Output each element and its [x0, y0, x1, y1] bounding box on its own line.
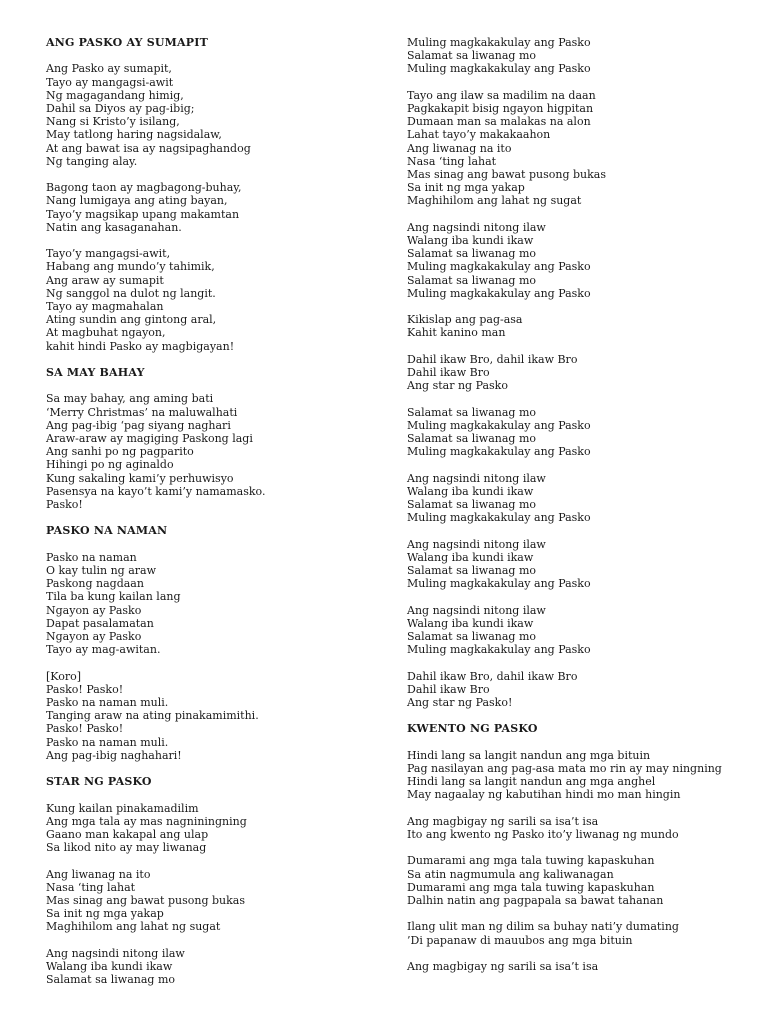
- lyric-line: Ngayon ay Pasko: [46, 630, 142, 644]
- lyric-line: Ang pag-ibig naghahari!: [46, 748, 182, 762]
- lyric-line: Tayo’y mangagsi-awit,: [46, 247, 171, 261]
- lyric-line: Muling magkakakulay ang Pasko: [407, 286, 591, 300]
- lyric-line: Habang ang mundo’y tahimik,: [46, 260, 215, 274]
- lyric-line: Tayo ang ilaw sa madilim na daan: [407, 88, 596, 102]
- lyric-line: Salamat sa liwanag mo: [407, 49, 537, 63]
- stanza: [407, 920, 727, 946]
- lyric-line: Mas sinag ang bawat pusong bukas: [407, 168, 606, 182]
- lyric-line: Ang nagsindi nitong ilaw: [46, 946, 185, 960]
- lyric-line: Ang liwanag na ito: [407, 141, 512, 155]
- lyric-line: Muling magkakakulay ang Pasko: [407, 577, 591, 591]
- lyric-line: Ang star ng Pasko: [407, 379, 508, 393]
- lyric-line: Pasko na naman: [46, 550, 137, 564]
- lyric-line: Pasko na naman muli.: [46, 696, 169, 710]
- lyric-line: Pag nasilayan ang pag-asa mata mo rin ay may ningning: [407, 762, 722, 775]
- lyric-line: Walang iba kundi ikaw: [407, 616, 534, 630]
- stanza: [46, 802, 376, 855]
- lyric-line: Hihingi po ng aginaldo: [46, 458, 174, 472]
- lyric-line: Sa may bahay, ang aming bati: [46, 392, 214, 406]
- lyric-line: Salamat sa liwanag mo: [407, 564, 537, 578]
- song-sa-may-bahay: [46, 366, 376, 511]
- lyric-line: Muling magkakakulay ang Pasko: [407, 62, 591, 76]
- lyric-line: At ang bawat isa ay nagsipaghandog: [46, 141, 251, 155]
- lyric-line: Kung sakaling kami’y perhuwisyo: [46, 471, 234, 485]
- lyric-line: Paskong nagdaan: [46, 577, 144, 591]
- lyric-line: Salamat sa liwanag mo: [407, 498, 537, 512]
- lyric-line: Ang star ng Pasko!: [407, 696, 513, 710]
- lyric-line: Ng magagandang himig,: [46, 88, 184, 102]
- lyric-line: Dumaan man sa malakas na alon: [407, 115, 591, 129]
- lyric-line: ’Di papanaw di mauubos ang mga bituin: [407, 933, 633, 947]
- lyric-line: Ang nagsindi nitong ilaw: [407, 220, 546, 234]
- stanza: [407, 89, 727, 208]
- lyric-line: Dahil ikaw Bro: [407, 682, 490, 696]
- song-star-ng-pasko: [46, 775, 376, 986]
- lyric-line: Salamat sa liwanag mo: [407, 432, 537, 446]
- song-title: ANG PASKO AY SUMAPIT: [46, 36, 208, 49]
- lyric-line: Ang liwanag na ito: [46, 867, 151, 881]
- song-kwento-ng-pasko: [407, 722, 727, 973]
- lyric-line: Pagkakapit bisig ngayon higpitan: [407, 102, 594, 115]
- lyric-line: Sa init ng mga yakap: [46, 907, 164, 921]
- lyric-line: Ang nagsindi nitong ilaw: [407, 603, 546, 617]
- stanza: [407, 472, 727, 525]
- lyric-line: Tanging araw na ating pinakamimithi.: [46, 709, 259, 723]
- lyric-line: Salamat sa liwanag mo: [407, 273, 537, 287]
- lyric-line: kahit hindi Pasko ay magbigayan!: [46, 339, 235, 353]
- lyric-line: Pasko! Pasko!: [46, 722, 124, 736]
- lyric-line: [Koro]: [46, 669, 82, 683]
- lyric-line: Kahit kanino man: [407, 326, 506, 340]
- stanza: [46, 670, 376, 762]
- lyric-line: Ng sanggol na dulot ng langit.: [46, 286, 216, 300]
- stanza: [407, 960, 727, 973]
- lyric-line: Dumarami ang mga tala tuwing kapaskuhan: [407, 854, 655, 868]
- lyric-line: Ito ang kwento ng Pasko ito’y liwanag ng mundo: [407, 828, 679, 841]
- lyric-line: Araw-araw ay magiging Paskong lagi: [46, 432, 253, 446]
- lyric-line: Lahat tayo’y makakaahon: [407, 128, 551, 142]
- song-title: PASKO NA NAMAN: [46, 524, 168, 538]
- lyric-line: Walang iba kundi ikaw: [407, 234, 534, 248]
- lyric-line: Dahil ikaw Bro, dahil ikaw Bro: [407, 669, 578, 683]
- lyric-line: Ating sundin ang gintong aral,: [46, 313, 217, 327]
- lyric-line: ‘Merry Christmas’ na maluwalhati: [46, 405, 238, 419]
- lyric-line: Ang nagsindi nitong ilaw: [407, 537, 546, 551]
- lyric-line: Pasko! Pasko!: [46, 682, 124, 696]
- lyric-line: Maghihilom ang lahat ng sugat: [407, 194, 582, 208]
- lyric-line: Mas sinag ang bawat pusong bukas: [46, 894, 245, 908]
- song-ang-pasko-ay-sumapit: [46, 36, 376, 353]
- lyric-line: Hindi lang sa langit nandun ang mga bituin: [407, 748, 651, 762]
- lyric-line: Salamat sa liwanag mo: [407, 247, 537, 261]
- lyric-line: Tila ba kung kailan lang: [46, 590, 181, 604]
- stanza: [407, 854, 727, 907]
- stanza: [407, 815, 727, 841]
- lyric-line: Muling magkakakulay ang Pasko: [407, 36, 591, 49]
- lyric-line: Maghihilom ang lahat ng sugat: [46, 920, 221, 934]
- stanza: [46, 868, 376, 934]
- lyric-line: Tayo ay mangagsi-awit: [46, 75, 174, 89]
- stanza: [407, 670, 727, 710]
- stanza: [46, 392, 376, 511]
- right-column: [407, 36, 727, 986]
- lyric-line: Salamat sa liwanag mo: [46, 973, 176, 987]
- lyric-line: Ang Pasko ay sumapit,: [46, 62, 172, 76]
- lyric-line: Muling magkakakulay ang Pasko: [407, 445, 591, 459]
- song-pasko-na-naman: [46, 524, 376, 762]
- lyric-line: Tayo’y magsikap upang makamtan: [46, 207, 240, 221]
- lyric-line: Ang pag-ibig ‘pag siyang naghari: [46, 418, 231, 432]
- lyric-line: Nasa ‘ting lahat: [46, 880, 136, 894]
- left-column: [46, 36, 376, 1000]
- lyric-line: Walang iba kundi ikaw: [46, 960, 173, 974]
- lyric-line: Natin ang kasaganahan.: [46, 220, 182, 234]
- lyric-line: Walang iba kundi ikaw: [407, 484, 534, 498]
- lyric-line: Tayo ay magmahalan: [46, 300, 164, 314]
- lyric-line: Ang araw ay sumapit: [46, 273, 164, 287]
- lyric-line: Pasko na naman muli.: [46, 735, 169, 749]
- lyric-line: Hindi lang sa langit nandun ang mga anghel: [407, 775, 656, 789]
- stanza: [46, 551, 376, 657]
- lyric-line: Kikislap ang pag-asa: [407, 313, 523, 327]
- lyric-line: Pasensya na kayo’t kami’y namamasko.: [46, 484, 266, 498]
- stanza: [46, 181, 376, 234]
- lyric-line: Walang iba kundi ikaw: [407, 550, 534, 564]
- lyric-line: Ang nagsindi nitong ilaw: [407, 471, 546, 485]
- stanza: [407, 406, 727, 459]
- lyric-line: Bagong taon ay magbagong-buhay,: [46, 181, 242, 195]
- lyric-line: Tayo ay mag-awitan.: [46, 643, 161, 657]
- stanza: [407, 749, 727, 802]
- lyric-line: Muling magkakakulay ang Pasko: [407, 511, 591, 525]
- lyric-line: Ang magbigay ng sarili sa isa’t isa: [407, 814, 599, 828]
- lyric-line: Dapat pasalamatan: [46, 616, 154, 630]
- lyric-line: O kay tulin ng araw: [46, 564, 156, 578]
- lyric-line: Dahil ikaw Bro: [407, 366, 490, 380]
- lyric-line: Ang mga tala ay mas nagniningning: [46, 814, 247, 828]
- lyric-line: Salamat sa liwanag mo: [407, 405, 537, 419]
- lyric-line: Nang lumigaya ang ating bayan,: [46, 194, 228, 208]
- lyric-line: Salamat sa liwanag mo: [407, 630, 537, 644]
- lyric-line: Sa likod nito ay may liwanag: [46, 841, 207, 855]
- lyric-line: Ilang ulit man ng dilim sa buhay nati’y dumating: [407, 920, 679, 934]
- song-continuation: [407, 36, 727, 709]
- song-title: SA MAY BAHAY: [46, 366, 145, 380]
- lyric-line: Gaano man kakapal ang ulap: [46, 828, 209, 842]
- stanza: [407, 313, 727, 339]
- stanza: [46, 62, 376, 168]
- lyric-line: Dahil ikaw Bro, dahil ikaw Bro: [407, 352, 578, 366]
- lyric-line: Sa init ng mga yakap: [407, 181, 525, 195]
- lyric-line: Nasa ‘ting lahat: [407, 154, 497, 168]
- stanza: [407, 538, 727, 591]
- stanza: [407, 604, 727, 657]
- song-title: KWENTO NG PASKO: [407, 722, 538, 736]
- lyric-line: Ang magbigay ng sarili sa isa’t isa: [407, 959, 599, 973]
- stanza: [407, 353, 727, 393]
- lyric-line: Ng tanging alay.: [46, 154, 138, 168]
- lyric-line: At magbuhat ngayon,: [46, 326, 166, 340]
- lyric-line: Muling magkakakulay ang Pasko: [407, 643, 591, 657]
- lyric-line: Nang si Kristo’y isilang,: [46, 115, 180, 129]
- lyric-line: Dahil sa Diyos ay pag-ibig;: [46, 102, 195, 115]
- lyric-line: Ngayon ay Pasko: [46, 603, 142, 617]
- stanza: [407, 221, 727, 300]
- lyric-line: Muling magkakakulay ang Pasko: [407, 418, 591, 432]
- stanza: [407, 36, 727, 76]
- lyric-line: May nagaalay ng kabutihan hindi mo man hingin: [407, 788, 681, 802]
- stanza: [46, 247, 376, 353]
- song-title: STAR NG PASKO: [46, 775, 152, 789]
- lyric-line: Dumarami ang mga tala tuwing kapaskuhan: [407, 880, 655, 894]
- stanza: [46, 947, 376, 987]
- lyric-line: Sa atin nagmumula ang kaliwanagan: [407, 867, 614, 881]
- lyric-line: Muling magkakakulay ang Pasko: [407, 260, 591, 274]
- lyric-line: Pasko!: [46, 498, 83, 512]
- lyric-line: Dalhin natin ang pagpapala sa bawat tahanan: [407, 894, 664, 907]
- lyric-line: Kung kailan pinakamadilim: [46, 801, 199, 815]
- lyric-line: Ang sanhi po ng pagparito: [46, 445, 194, 459]
- lyric-line: May tatlong haring nagsidalaw,: [46, 128, 222, 142]
